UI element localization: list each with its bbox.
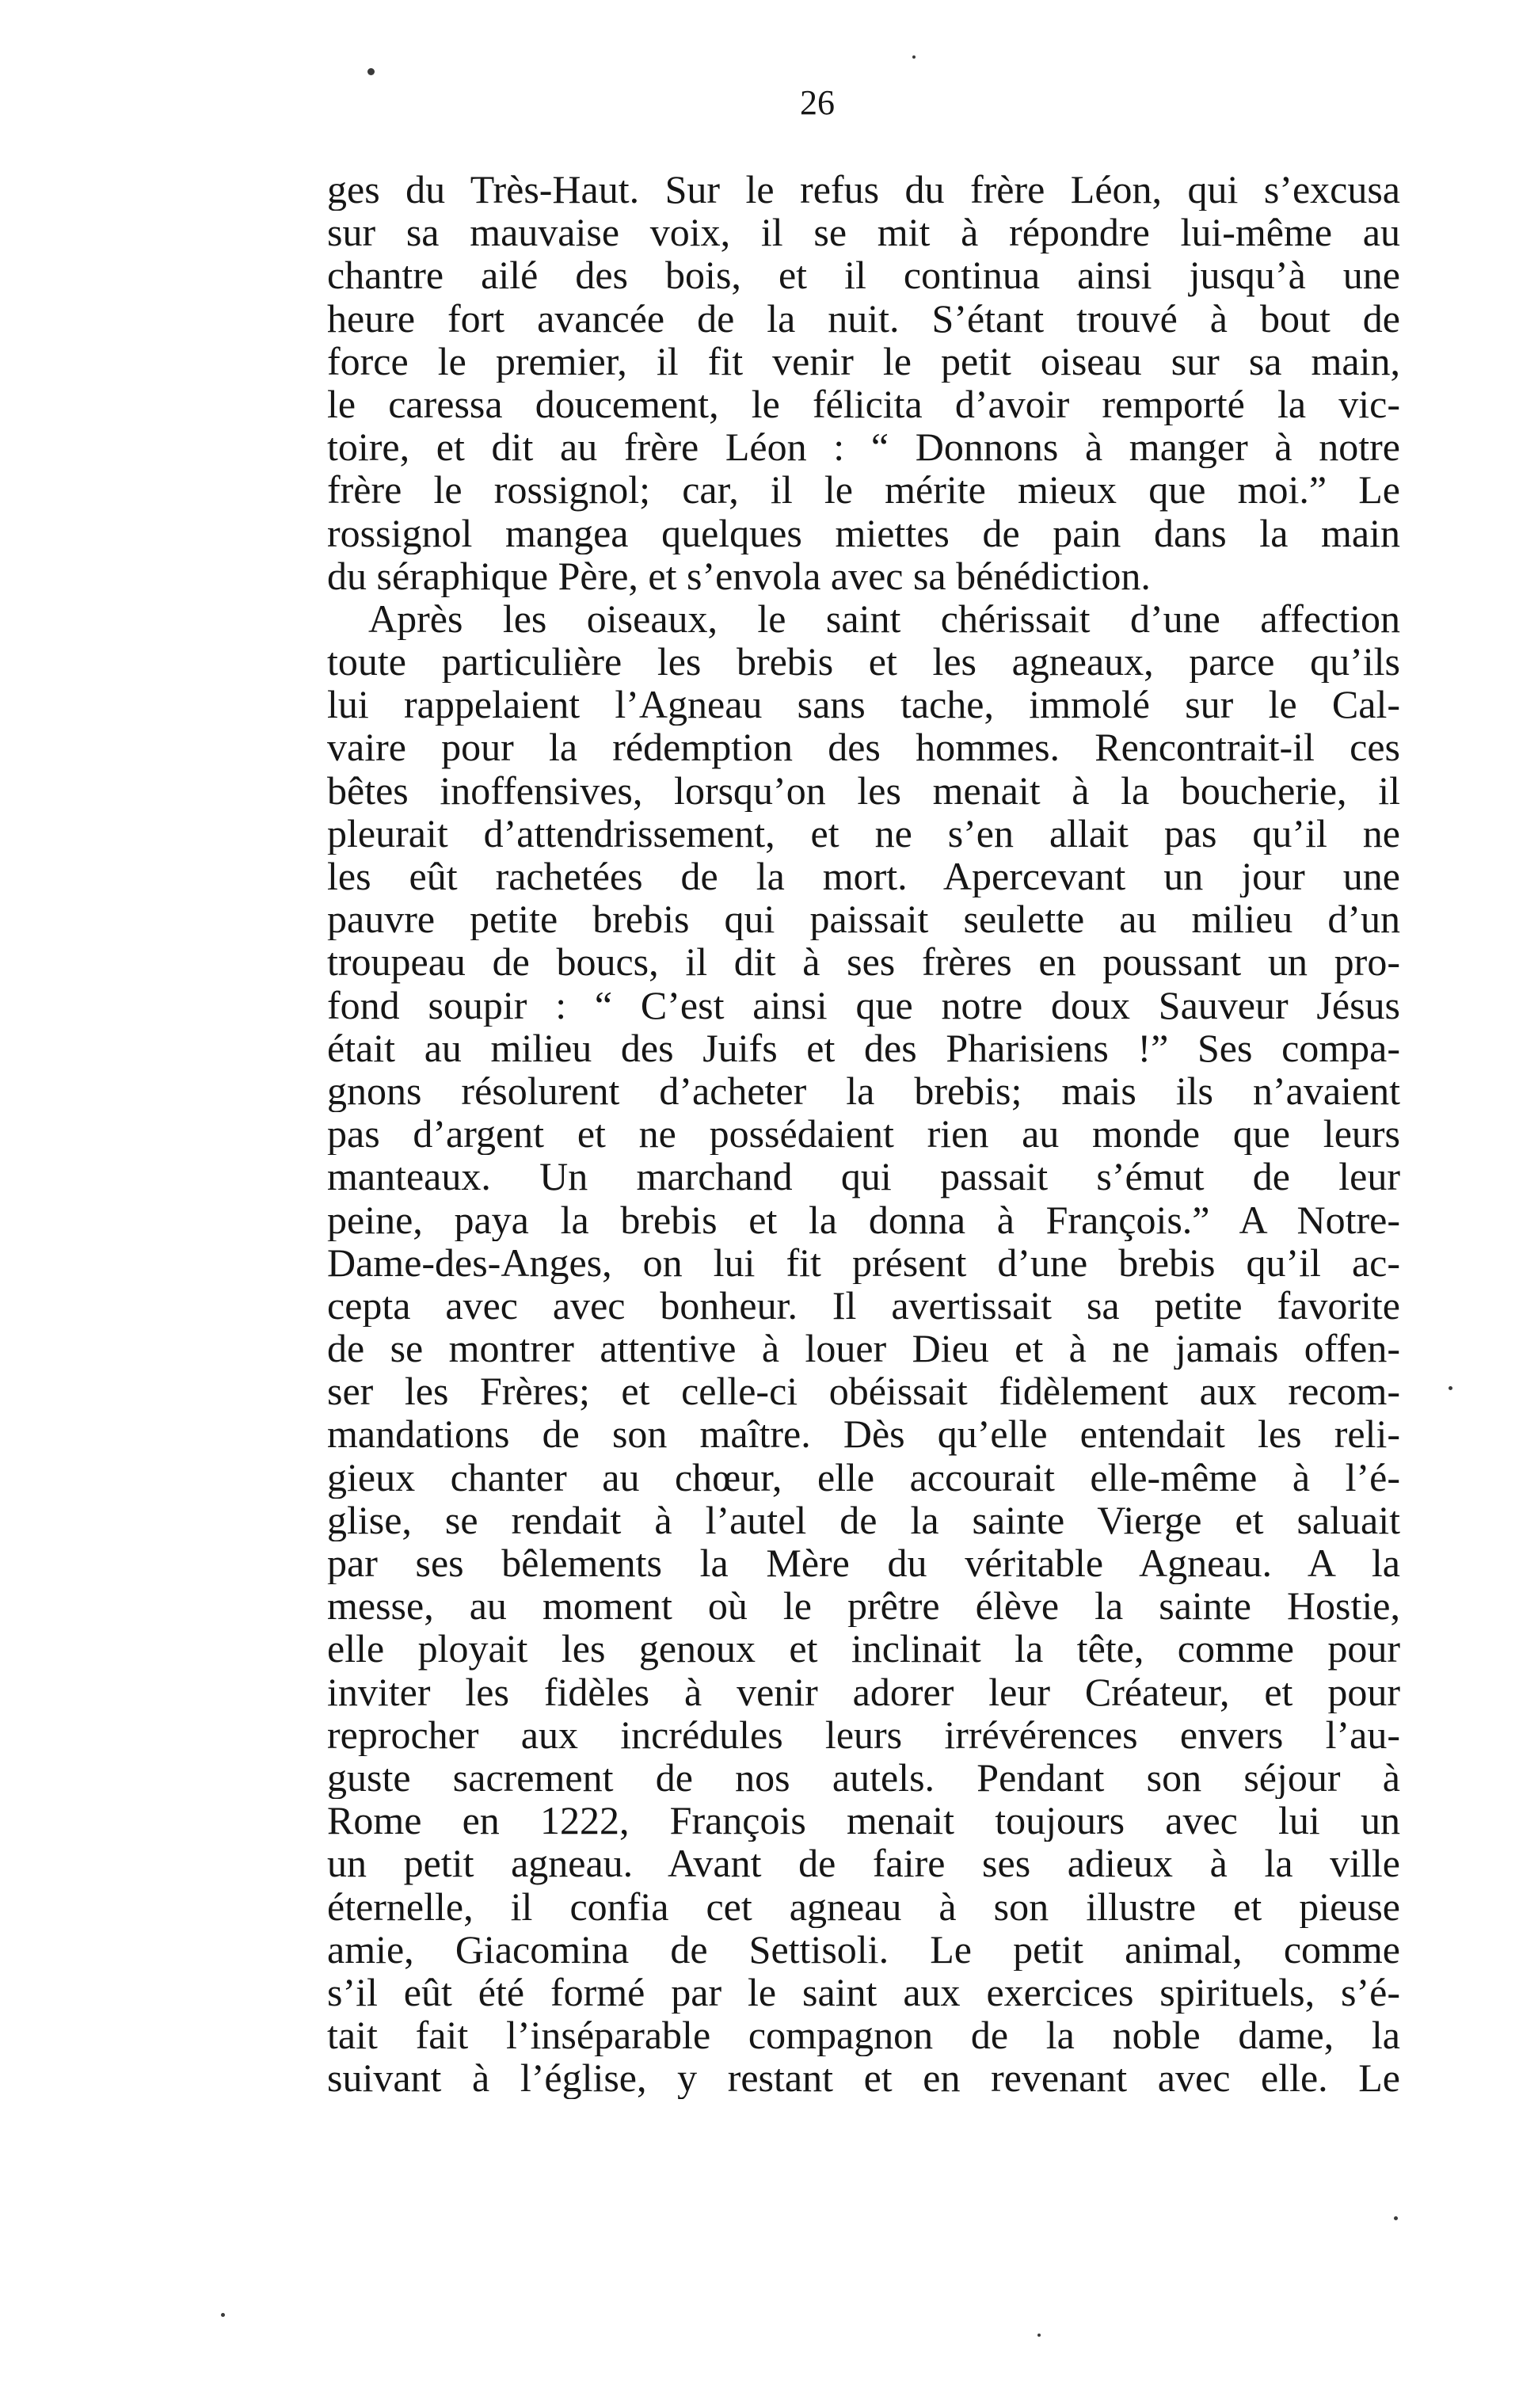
text-line: le caressa doucement, le félicita d’avoir remporté la vic-: [327, 382, 1400, 426]
text-line: chantre ailé des bois, et il continua ainsi jusqu’à une: [327, 253, 1400, 297]
text-line: était au milieu des Juifs et des Pharisiens !” Ses compa-: [327, 1026, 1400, 1069]
text-line: reprocher aux incrédules leurs irrévérences envers l’au-: [327, 1713, 1400, 1756]
text-line: inviter les fidèles à venir adorer leur Créateur, et pour: [327, 1670, 1400, 1713]
scan-speck: [1037, 2334, 1041, 2337]
text-line: mandations de son maître. Dès qu’elle entendait les reli-: [327, 1412, 1400, 1456]
text-line: elle ployait les genoux et inclinait la tête, comme pour: [327, 1627, 1400, 1671]
text-line: gnons résolurent d’acheter la brebis; mais ils n’avaient: [327, 1069, 1400, 1113]
scan-speck: [367, 68, 375, 75]
text-line: messe, au moment où le prêtre élève la sainte Hostie,: [327, 1584, 1400, 1628]
text-line: suivant à l’église, y restant et en revenant avec elle. Le: [327, 2056, 1400, 2100]
text-line: guste sacrement de nos autels. Pendant son séjour à: [327, 1755, 1400, 1800]
scan-speck: [1449, 1386, 1452, 1390]
scan-speck: [221, 2313, 225, 2317]
text-line: ser les Frères; et celle-ci obéissait fidèlement aux recom-: [327, 1370, 1400, 1413]
body-text: [327, 168, 1400, 2099]
text-line: gieux chanter au chœur, elle accourait elle-même à l’é-: [327, 1455, 1400, 1499]
text-line: glise, se rendait à l’autel de la sainte Vierge et saluait: [327, 1498, 1400, 1541]
page-number: 26: [800, 83, 835, 122]
text-line: sur sa mauvaise voix, il se mit à répondre lui-même au: [327, 211, 1400, 254]
text-line: heure fort avancée de la nuit. S’étant trouvé à bout de: [327, 296, 1400, 340]
text-line: pleurait d’attendrissement, et ne s’en allait pas qu’il ne: [327, 811, 1400, 855]
text-line: rossignol mangea quelques miettes de pain dans la main: [327, 511, 1400, 554]
text-line: de se montrer attentive à louer Dieu et à ne jamais offen-: [327, 1327, 1400, 1370]
scan-speck: [912, 55, 916, 59]
text-line: toute particulière les brebis et les agneaux, parce qu’ils: [327, 640, 1400, 684]
text-line: les eût rachetées de la mort. Apercevant un jour une: [327, 855, 1400, 898]
text-line: cepta avec avec bonheur. Il avertissait sa petite favorite: [327, 1283, 1400, 1328]
text-line: pas d’argent et ne possédaient rien au monde que leurs: [327, 1112, 1400, 1156]
text-line: force le premier, il fit venir le petit oiseau sur sa main,: [327, 339, 1400, 383]
text-line: frère le rossignol; car, il le mérite mieux que moi.” Le: [327, 468, 1400, 512]
text-line: éternelle, il confia cet agneau à son illustre et pieuse: [327, 1884, 1400, 1928]
text-line: Après les oiseaux, le saint chérissait d’une affection: [368, 596, 1400, 641]
text-line: pauvre petite brebis qui paissait seulette au milieu d’un: [327, 897, 1400, 941]
text-line: s’il eût été formé par le saint aux exercices spirituels, s’é-: [327, 1970, 1400, 2014]
text-line: tait fait l’inséparable compagnon de la noble dame, la: [327, 2014, 1400, 2057]
text-line: Rome en 1222, François menait toujours avec lui un: [327, 1799, 1400, 1842]
text-line: par ses bêlements la Mère du véritable Agneau. A la: [327, 1541, 1400, 1585]
text-line: vaire pour la rédemption des hommes. Rencontrait-il ces: [327, 726, 1400, 769]
text-line: Dame-des-Anges, on lui fit présent d’une brebis qu’il ac-: [327, 1240, 1400, 1284]
text-line: peine, paya la brebis et la donna à François.” A Notre-: [327, 1198, 1400, 1241]
text-line: fond soupir : “ C’est ainsi que notre doux Sauveur Jésus: [327, 983, 1400, 1027]
text-line: ges du Très-Haut. Sur le refus du frère Léon, qui s’excusa: [327, 168, 1400, 211]
text-line: amie, Giacomina de Settisoli. Le petit animal, comme: [327, 1927, 1400, 1971]
text-line: bêtes inoffensives, lorsqu’on les menait à la boucherie, il: [327, 768, 1400, 812]
text-line: un petit agneau. Avant de faire ses adieux à la ville: [327, 1842, 1400, 1885]
text-line: troupeau de boucs, il dit à ses frères en poussant un pro-: [327, 940, 1400, 984]
text-line: toire, et dit au frère Léon : “ Donnons à manger à notre: [327, 425, 1400, 469]
text-line: lui rappelaient l’Agneau sans tache, immolé sur le Cal-: [327, 683, 1400, 726]
text-line: manteaux. Un marchand qui passait s’émut de leur: [327, 1155, 1400, 1198]
scan-speck: [1394, 2216, 1398, 2220]
text-line: du séraphique Père, et s’envola avec sa bénédiction.: [327, 554, 1151, 597]
